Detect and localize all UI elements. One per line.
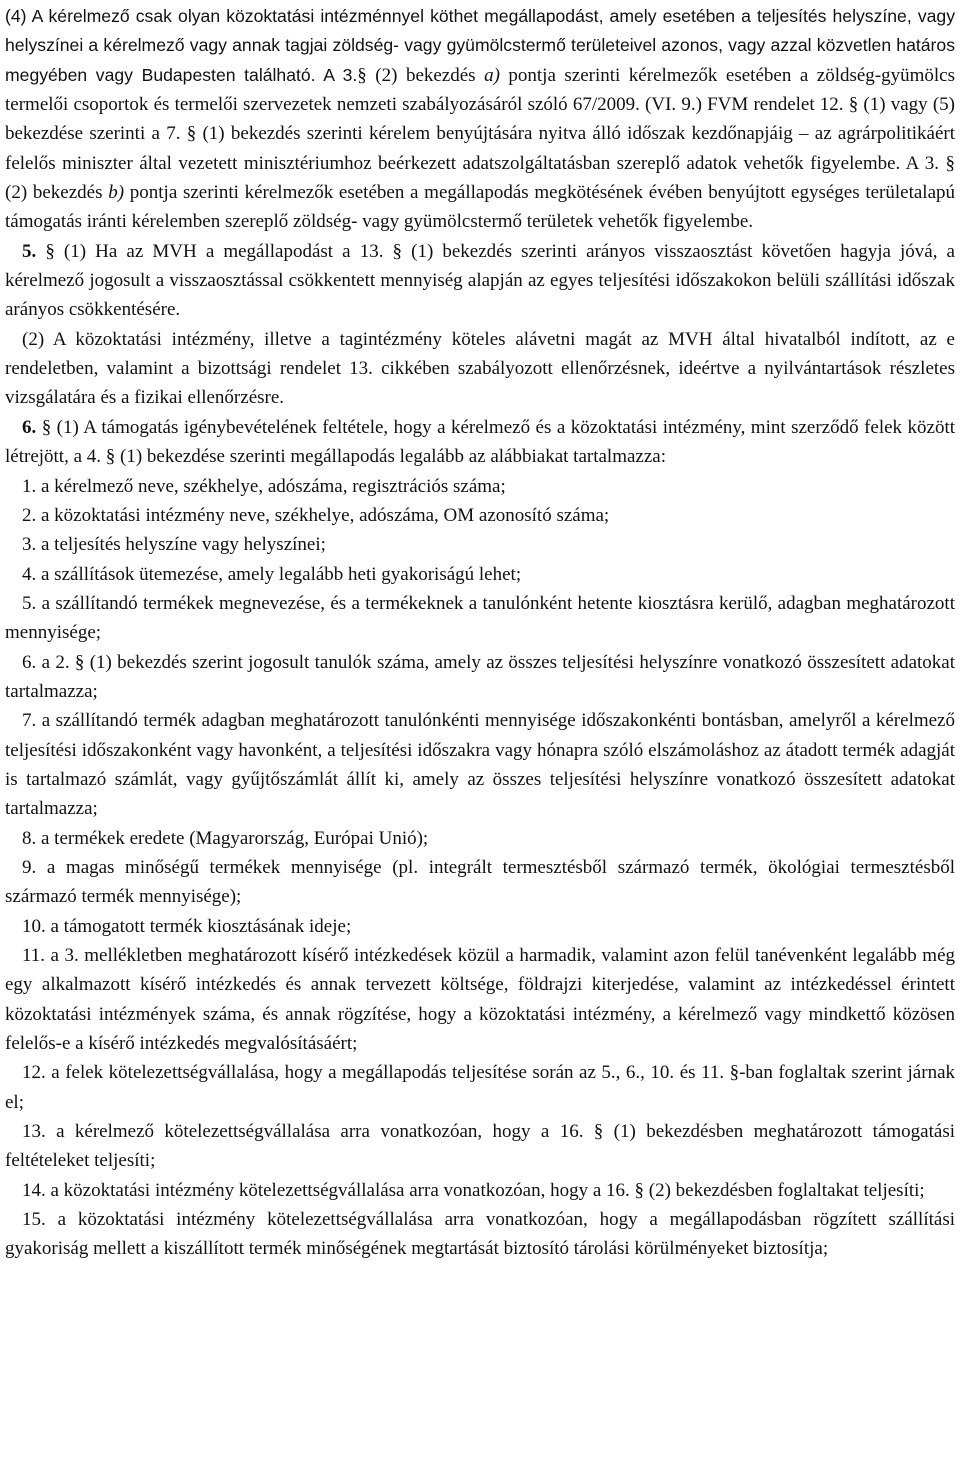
section-5-paragraph-2: (2) A közoktatási intézmény, illetve a tagintézmény köteles alávetni magát az MVH által hivatalból indított, az e rendeletben, valamint a bizottsági rendelet 13. cikkében szabályozott ellenőrzésnek, ideértve a nyilvántartások részletes vizsgálatára és a fizikai ellenőrzésre. (5, 328, 955, 409)
paragraph-4-part-1: (4) A kérelmező csak olyan közoktatási intézménnyel köthet megállapodást, amely esetében a teljesítés helyszíne, vagy helyszínei a kérelmező vagy annak tagjai zöldség- vagy gyümölcstermő területeivel azonos, vagy azzal közvetlen határos megyében vagy Budapesten található. A 3. (5, 6, 955, 85)
section-6-text: § (1) A támogatás igénybevételének feltétele, hogy a kérelmező és a közoktatási intézmény, mint szerződő felek között létrejött, a 4. § (1) bekezdése szerinti megállapodás legalább az alábbiakat tartalmazza: (5, 416, 955, 468)
list-item: 15. a közoktatási intézmény kötelezettségvállalása arra vonatkozóan, hogy a megállapodásban rögzített szállítási gyakoriság mellett a kiszállított termék minőségének megtartását biztosító tárolási körülményeket biztosítja; (5, 1209, 955, 1260)
paragraph-4 (5, 2, 955, 237)
paragraph-4-part-2: § (2) bekezdés (357, 64, 485, 86)
list-item: 6. a 2. § (1) bekezdés szerint jogosult tanulók száma, amely az összes teljesítési helyszínre vonatkozó összesített adatokat tartalmazza; (5, 651, 955, 702)
list-item: 9. a magas minőségű termékek mennyisége (pl. integrált termesztésből származó termék, ökológiai termesztésből származó termék mennyisége); (5, 856, 955, 908)
list-item: 7. a szállítandó termék adagban meghatározott tanulónkénti mennyisége időszakonkénti bontásban, amelyről a kérelmező teljesítési időszakonként vagy havonként, a teljesítési időszakra vagy hónapra szóló elszámoláshoz az átadott termék adagját is tartalmazó számlát, vagy gyűjtőszámlát állít ki, amely az összes teljesítési helyszínre vonatkozó összesített adatokat tartalmazza; (5, 710, 955, 820)
section-5-paragraph-1 (5, 237, 955, 325)
list-item: 10. a támogatott termék kiosztásának ideje; (22, 915, 352, 937)
section-6-paragraph-1 (5, 413, 955, 472)
section-5-text: § (1) Ha az MVH a megállapodást a 13. § (1) bekezdés szerinti arányos visszaosztást követően hagyja jóvá, a kérelmező jogosult a visszaosztással csökkentett mennyiség alapján az egyes teljesítési időszakokon belüli szállítási időszak arányos csökkentésére. (5, 240, 955, 321)
section-5-number: 5. (22, 240, 37, 262)
list-item: 13. a kérelmező kötelezettségvállalása arra vonatkozóan, hogy a 16. § (1) bekezdésben meghatározott támogatási feltételeket teljesíti; (5, 1121, 955, 1172)
list-item: 5. a szállítandó termékek megnevezése, és a termékeknek a tanulónként hetente kiosztásra kerülő, adagban meghatározott mennyisége; (5, 592, 955, 644)
list-item: 3. a teljesítés helyszíne vagy helyszínei; (22, 534, 326, 556)
list-item: 1. a kérelmező neve, székhelye, adószáma, regisztrációs száma; (22, 475, 506, 497)
list-item: 12. a felek kötelezettségvállalása, hogy a megállapodás teljesítése során az 5., 6., 10. és 11. §-ban foglaltak szerint járnak el; (5, 1062, 955, 1113)
list-item: 4. a szállítások ütemezése, amely legalább heti gyakoriságú lehet; (22, 563, 522, 585)
list-item: 2. a közoktatási intézmény neve, székhelye, adószáma, OM azonosító száma; (22, 504, 610, 526)
list-item: 11. a 3. mellékletben meghatározott kísérő intézkedések közül a harmadik, valamint azon felül tanévenként legalább még egy alkalmazott kísérő intézkedés és annak tervezett költsége, földrajzi kiterjedése, valamint az intézkedéssel érintett közoktatási intézmények száma, és annak rögzítése, hogy a közoktatási intézmény, a kérelmező vagy mindkettő közösen felelős-e a kísérő intézkedés megvalósításáért; (5, 945, 955, 1055)
paragraph-4-part-5: pontja szerinti kérelmezők esetében a megállapodás megkötésének évében benyújtott egységes területalapú támogatás iránti kérelemben szereplő zöldség- vagy gyümölcstermő területek vehetők figyelembe. (5, 182, 956, 233)
list-item: 8. a termékek eredete (Magyarország, Európai Unió); (22, 827, 429, 849)
list-item: 14. a közoktatási intézmény kötelezettségvállalása arra vonatkozóan, hogy a 16. § (2) bekezdésben foglaltakat teljesíti; (22, 1179, 925, 1201)
point-a-label: a) (484, 64, 500, 86)
paragraph-4-part-3: pontja szerinti kérelmezők esetében a zöldség-gyümölcs termelői csoportok és termelői szervezetek nemzeti szabályozásáról szóló 67/2009. (VI. 9.) FVM rendelet 12. § (1) vagy (5) bekezdése szerinti a 7. (5, 64, 956, 145)
paragraph-4-part-4: § (1) bekezdés szerinti kérelem benyújtására nyitva álló időszak kezdőnapjáig – az agrárpolitikáért felelős miniszter által vezetett minisztériumhoz beérkezett adatszolgáltatásban szereplő adatok vehetők figyelembe. A 3. § (2) bekezdés (5, 123, 956, 204)
point-b-label: b) (108, 182, 125, 204)
section-6-number: 6. (22, 416, 37, 438)
